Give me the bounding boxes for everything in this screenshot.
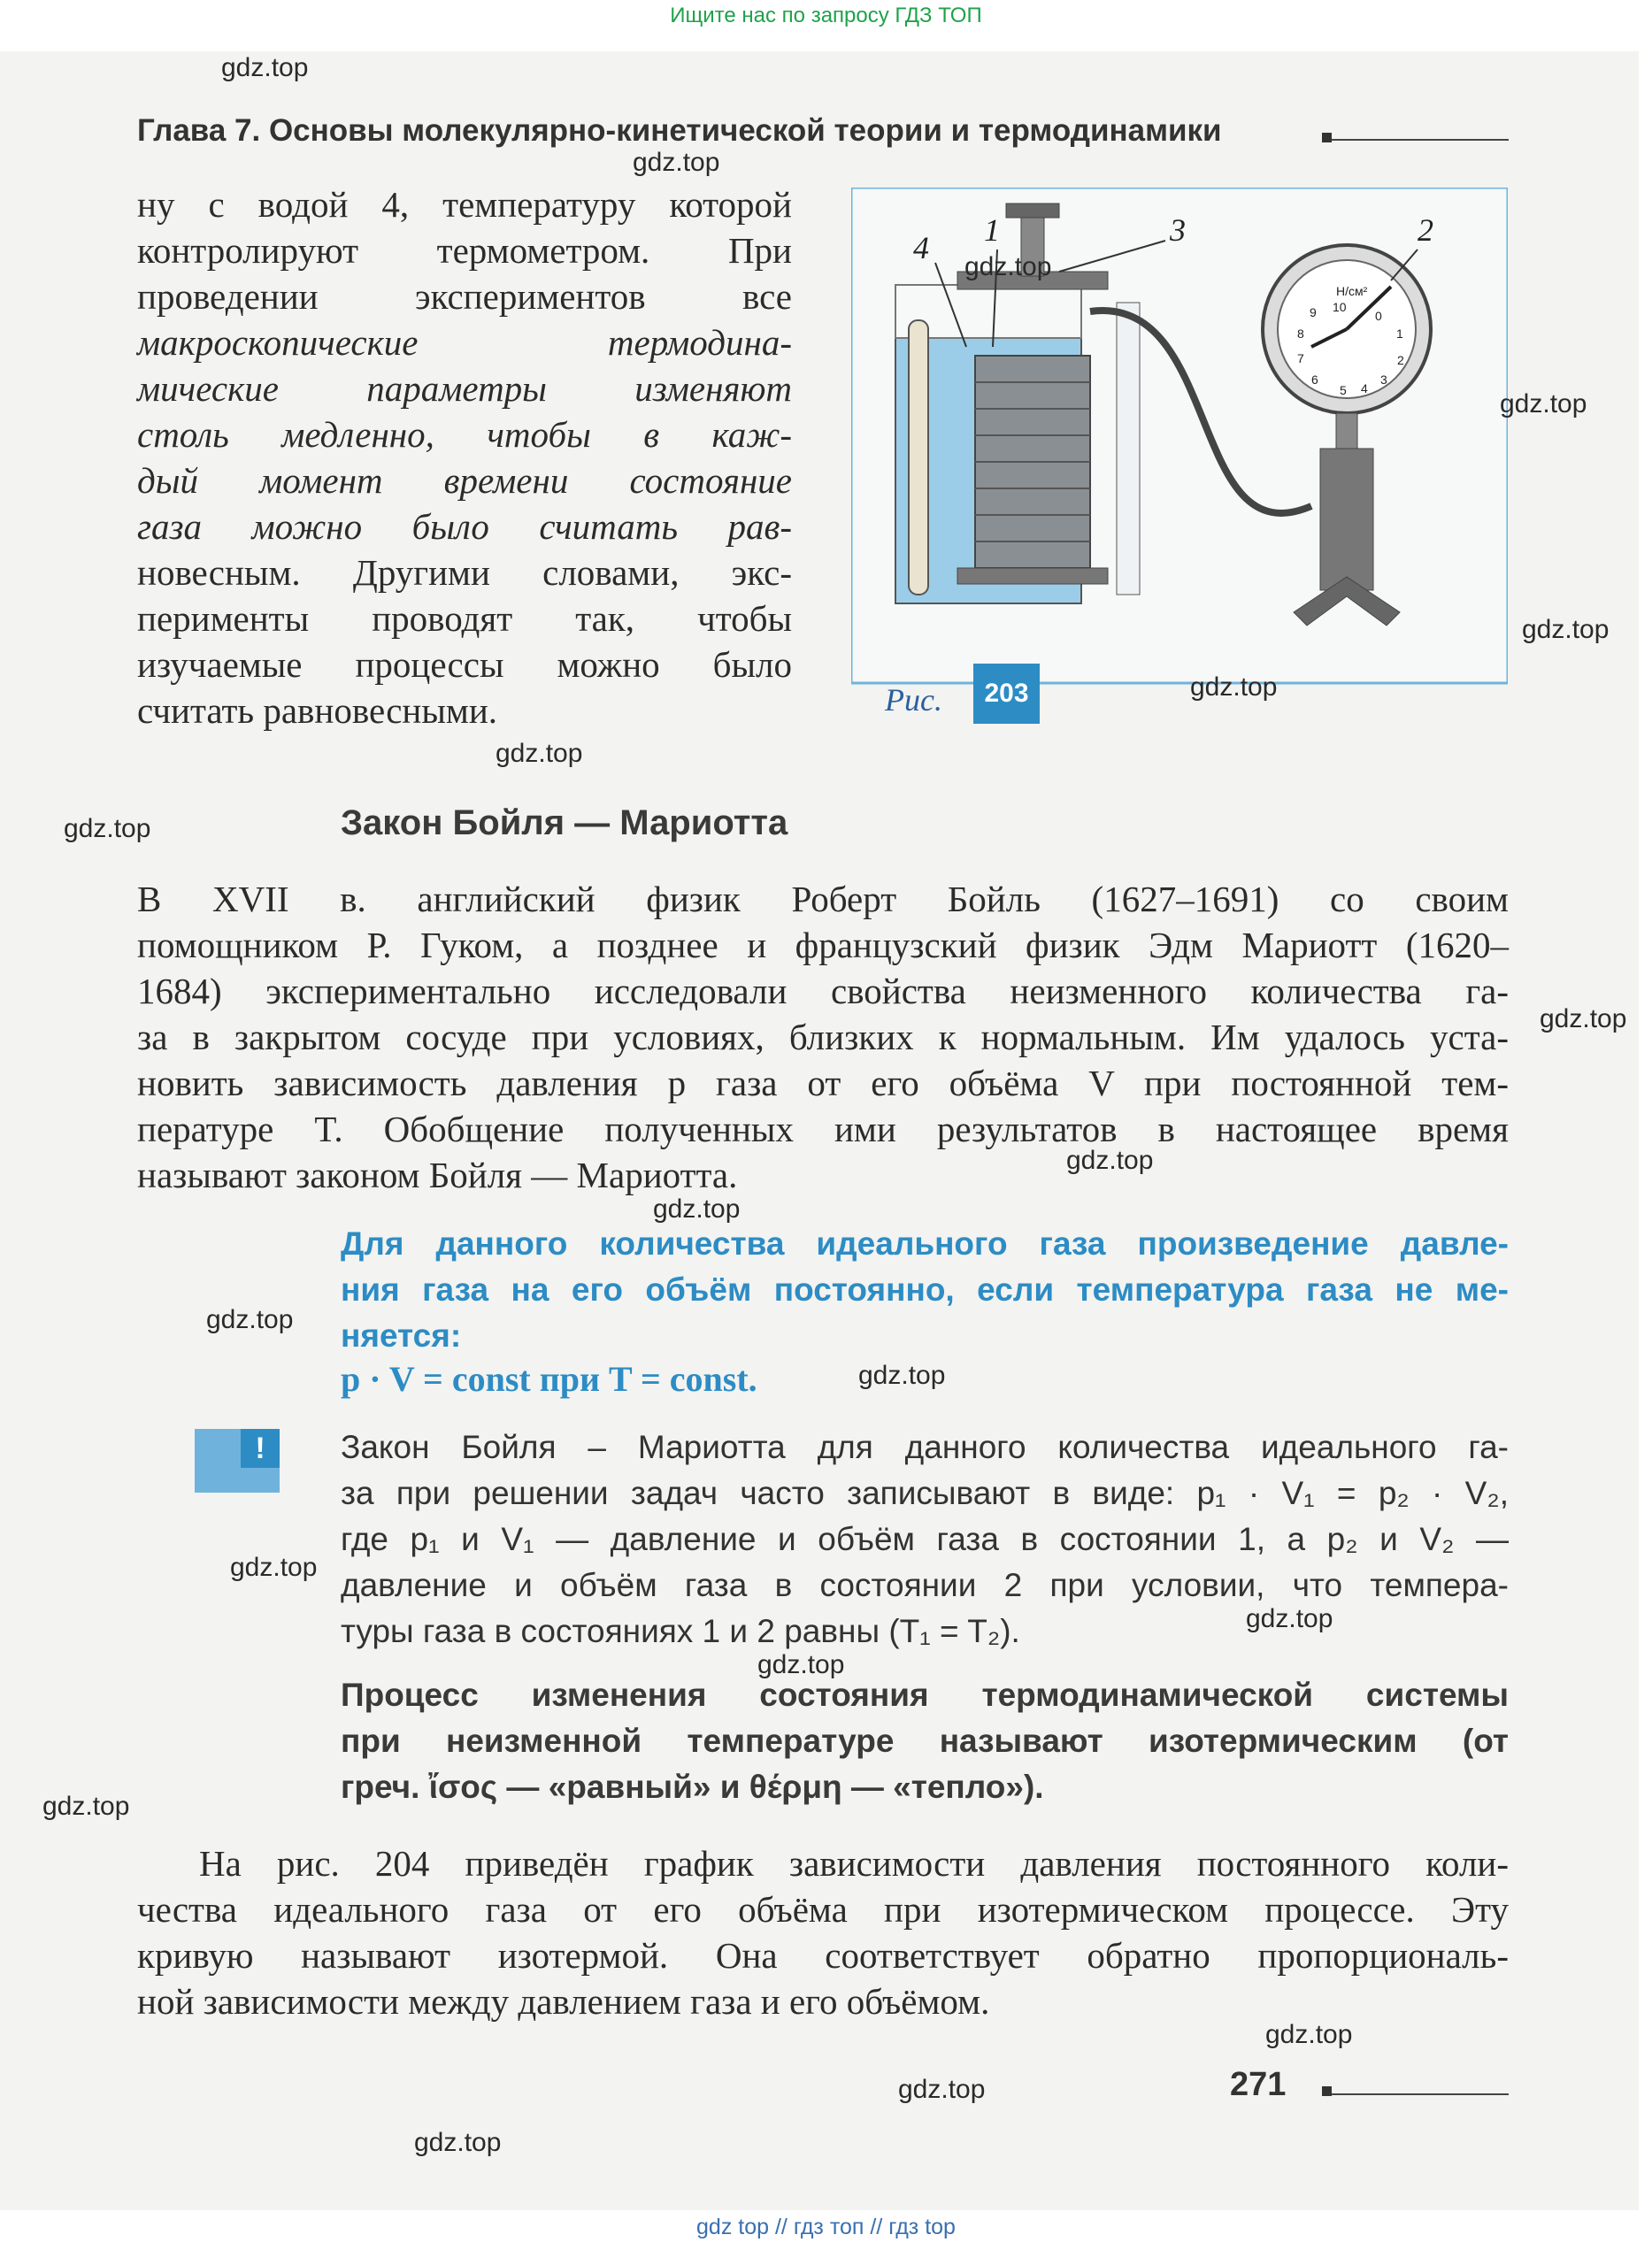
text-line: при неизменной температуре называют изотермическим (от — [341, 1723, 1509, 1759]
label-1: 1 — [984, 212, 1000, 248]
law-formula: p · V = const при T = const. — [341, 1359, 757, 1399]
watermark: gdz.top — [964, 252, 1052, 281]
text-line: Для данного количества идеального газа произведение давле- — [341, 1225, 1509, 1262]
text-line: На рис. 204 приведён график зависимости давления постоянного коли- — [199, 1843, 1509, 1884]
press-knob — [1006, 203, 1059, 218]
label-2: 2 — [1418, 212, 1433, 248]
text-line: за при решении задач часто записывают в виде: p₁ · V₁ = p₂ · V₂, — [341, 1475, 1509, 1511]
watermark: gdz.top — [1066, 1146, 1154, 1175]
watermark: gdz.top — [42, 1792, 130, 1821]
text-line: 1684) экспериментально исследовали свойства неизменного количества га- — [137, 971, 1509, 1011]
text-line: столь медленно, чтобы в каж- — [137, 414, 792, 455]
watermark: gdz.top — [898, 2075, 986, 2104]
text-line: давление и объём газа в состоянии 2 при условии, что темпера- — [341, 1567, 1509, 1603]
gauge-tick: 6 — [1311, 372, 1318, 387]
watermark: gdz.top — [1500, 389, 1587, 419]
gauge-tick: 4 — [1361, 381, 1368, 395]
gauge-tick: 9 — [1310, 305, 1317, 319]
note-paragraph — [341, 1424, 1509, 1655]
text-line: за в закрытом сосуде при условиях, близких к нормальным. Им удалось уста- — [137, 1017, 1509, 1057]
text-line: где p₁ и V₁ — давление и объём газа в состоянии 1, а p₂ и V₂ — — [341, 1521, 1509, 1557]
header-rule — [1332, 139, 1509, 141]
text-line: В XVII в. английский физик Роберт Бойль (1627–1691) со своим — [137, 879, 1509, 919]
watermark: gdz.top — [1265, 2020, 1353, 2049]
label-3: 3 — [1170, 212, 1186, 248]
watermark: gdz.top — [1246, 1604, 1333, 1633]
gauge-tick: 10 — [1333, 300, 1347, 314]
gauge-tick: 7 — [1297, 351, 1304, 365]
text-line: контролируют термометром. При — [137, 230, 792, 271]
gauge-tick: 1 — [1396, 326, 1403, 341]
text-line: Закон Бойля – Мариотта для данного количества идеального га- — [341, 1429, 1509, 1465]
text-line: ну с водой 4, температуру которой — [137, 184, 792, 225]
watermark: gdz.top — [757, 1650, 845, 1679]
text-line: макроскопические термодина- — [137, 322, 792, 363]
gauge-unit: Н/см² — [1336, 284, 1368, 298]
watermark: gdz.top — [206, 1305, 294, 1334]
watermark: gdz.top — [653, 1194, 741, 1224]
watermark: gdz.top — [633, 148, 720, 177]
text-line: кривую называют изотермой. Она соответствует обратно пропорциональ- — [137, 1935, 1509, 1976]
page-rule — [1332, 2093, 1509, 2095]
isothermal-definition — [341, 1672, 1509, 1810]
watermark: gdz.top — [64, 814, 151, 843]
isotherm-paragraph — [137, 1840, 1509, 2024]
gauge-tick: 2 — [1397, 353, 1404, 367]
exclamation-icon: ! — [241, 1429, 280, 1468]
text-line: проведении экспериментов все — [137, 276, 792, 317]
chapter-header: Глава 7. Основы молекулярно-кинетической теории и термодинамики — [137, 113, 1222, 148]
thermometer — [909, 320, 928, 595]
text-line: туры газа в состояниях 1 и 2 равны (T₁ = T₂). — [341, 1613, 1020, 1649]
note-icon — [195, 1429, 280, 1493]
text-line: греч. ἴσος — «равный» и θέρμη — «тепло»). — [341, 1769, 1044, 1805]
text-line: мические параметры изменяют — [137, 368, 792, 409]
press-base — [957, 568, 1108, 584]
section-title: Закон Бойля — Мариотта — [341, 803, 788, 842]
text-line: называют законом Бойля — Мариотта. — [137, 1155, 738, 1195]
watermark: gdz.top — [230, 1553, 318, 1582]
watermark: gdz.top — [414, 2128, 502, 2157]
watermark: gdz.top — [496, 739, 583, 768]
text-line: чества идеального газа от его объёма при изотермическом процессе. Эту — [137, 1889, 1509, 1930]
page-number: 271 — [1230, 2066, 1287, 2103]
gauge-stem — [1336, 413, 1357, 449]
text-line: пературе T. Обобщение полученных ими результатов в настоящее время — [137, 1109, 1509, 1149]
footer-links: gdz top // гдз топ // гдз top — [696, 2215, 956, 2239]
gauge-tick: 0 — [1375, 309, 1382, 323]
text-line: изучаемые процессы можно было — [137, 644, 792, 685]
gauge-stand — [1320, 449, 1373, 590]
figure-number-badge: 203 — [973, 664, 1040, 724]
text-line: перименты проводят так, чтобы — [137, 598, 792, 639]
header-marker — [1322, 133, 1332, 142]
text-line: дый момент времени состояние — [137, 460, 792, 501]
text-line: ния газа на его объём постоянно, если температура газа не ме- — [341, 1271, 1509, 1308]
text-line: няется: — [341, 1317, 462, 1354]
history-paragraph — [137, 876, 1509, 1198]
page-marker — [1322, 2086, 1332, 2096]
watermark: gdz.top — [1540, 1004, 1627, 1033]
watermark: gdz.top — [1190, 672, 1278, 702]
text-line: новесным. Другими словами, экс- — [137, 552, 792, 593]
label-4: 4 — [913, 230, 929, 265]
text-line: новить зависимость давления p газа от его объёма V при постоянной тем- — [137, 1063, 1509, 1103]
law-definition — [341, 1221, 1509, 1359]
volume-scale — [1117, 303, 1140, 595]
text-line: Процесс изменения состояния термодинамической системы — [341, 1677, 1509, 1713]
watermark: gdz.top — [858, 1361, 946, 1390]
text-line: помощником Р. Гуком, а позднее и французский физик Эдм Мариотт (1620– — [137, 925, 1509, 965]
text-line: ной зависимости между давлением газа и его объёмом. — [137, 1981, 990, 2022]
boyle-apparatus-figure — [851, 188, 1508, 736]
watermark: gdz.top — [221, 53, 309, 82]
intro-paragraph — [137, 181, 792, 733]
gauge-tick: 3 — [1380, 372, 1387, 387]
watermark: gdz.top — [1522, 615, 1610, 644]
text-line: газа можно было считать рав- — [137, 506, 792, 547]
figure-caption: Рис. — [885, 682, 942, 718]
text-line: считать равновесными. — [137, 690, 498, 731]
top-banner: Ищите нас по запросу ГДЗ ТОП — [670, 4, 982, 27]
gauge-tick: 5 — [1340, 383, 1347, 397]
gauge-tick: 8 — [1297, 326, 1304, 341]
